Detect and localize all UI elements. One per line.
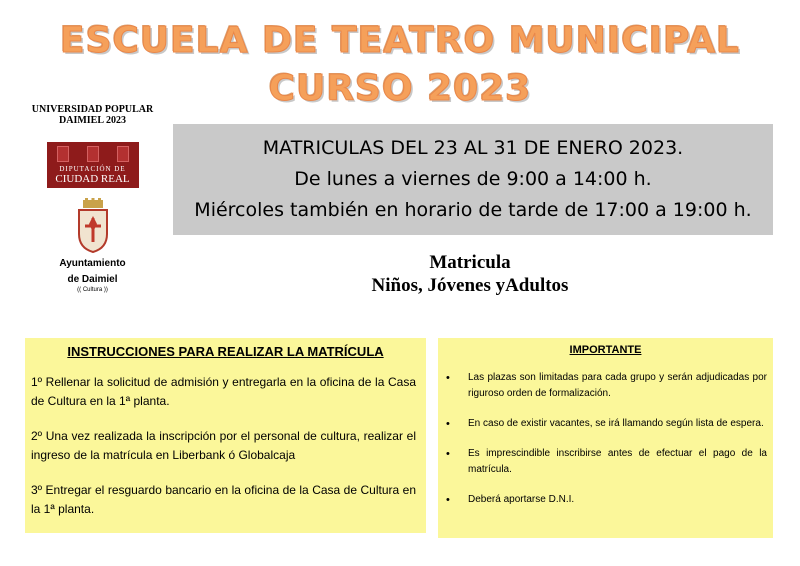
ayuntamiento-place: de Daimiel bbox=[67, 274, 118, 285]
universidad-label: UNIVERSIDAD POPULAR bbox=[31, 104, 154, 115]
schedule-weekdays: De lunes a viernes de 9:00 a 14:00 h. bbox=[294, 168, 652, 190]
matricula-audience: Niños, Jóvenes yAdultos bbox=[371, 275, 569, 296]
cultura-label: (( Cultura )) bbox=[77, 287, 108, 293]
ayuntamiento-label: Ayuntamiento bbox=[59, 258, 126, 269]
important-title: IMPORTANTE bbox=[569, 344, 642, 356]
main-title: ESCUELA DE TEATRO MUNICIPAL bbox=[59, 20, 740, 61]
instruction-step: 3º Entregar el resguardo bancario en la oficina de la Casa de Cultura en la 1ª planta. bbox=[31, 483, 416, 516]
instruction-step: 1º Rellenar la solicitud de admisión y entregarla en la oficina de la Casa de Cultura en la 1ª planta. bbox=[31, 375, 416, 408]
universidad-year: DAIMIEL 2023 bbox=[59, 115, 126, 126]
diputacion-line1: DIPUTACIÓN DE bbox=[59, 165, 126, 173]
instruction-step: 2º Una vez realizada la inscripción por el personal de cultura, realizar el ingreso de la matrícula en Liberbank ó Globalcaja bbox=[31, 429, 416, 462]
diputacion-logo bbox=[47, 142, 139, 188]
diputacion-line2: CIUDAD REAL bbox=[55, 173, 130, 185]
coat-of-arms-icon bbox=[75, 198, 111, 254]
important-list bbox=[444, 370, 767, 508]
instructions-title: INSTRUCCIONES PARA REALIZAR LA MATRÍCULA bbox=[67, 344, 384, 359]
sidebar-logos bbox=[20, 104, 165, 293]
course-title: CURSO 2023 bbox=[268, 68, 532, 109]
instructions-panel bbox=[25, 338, 426, 533]
schedule-panel bbox=[173, 124, 773, 235]
schedule-wednesday: Miércoles también en horario de tarde de 17:00 a 19:00 h. bbox=[194, 199, 752, 221]
important-item: • Las plazas son limitadas para cada grupo y serán adjudicadas por riguroso orden de formalización. bbox=[444, 370, 767, 402]
important-item: • En caso de existir vacantes, se irá llamando según lista de espera. bbox=[444, 416, 767, 432]
schedule-dates: MATRICULAS DEL 23 AL 31 DE ENERO 2023. bbox=[262, 137, 684, 159]
matricula-heading: Matricula bbox=[429, 252, 511, 273]
important-panel bbox=[438, 338, 773, 538]
important-item: • Es imprescindible inscribirse antes de efectuar el pago de la matrícula. bbox=[444, 446, 767, 478]
castle-icon bbox=[57, 146, 129, 160]
important-item: • Deberá aportarse D.N.I. bbox=[444, 492, 767, 508]
